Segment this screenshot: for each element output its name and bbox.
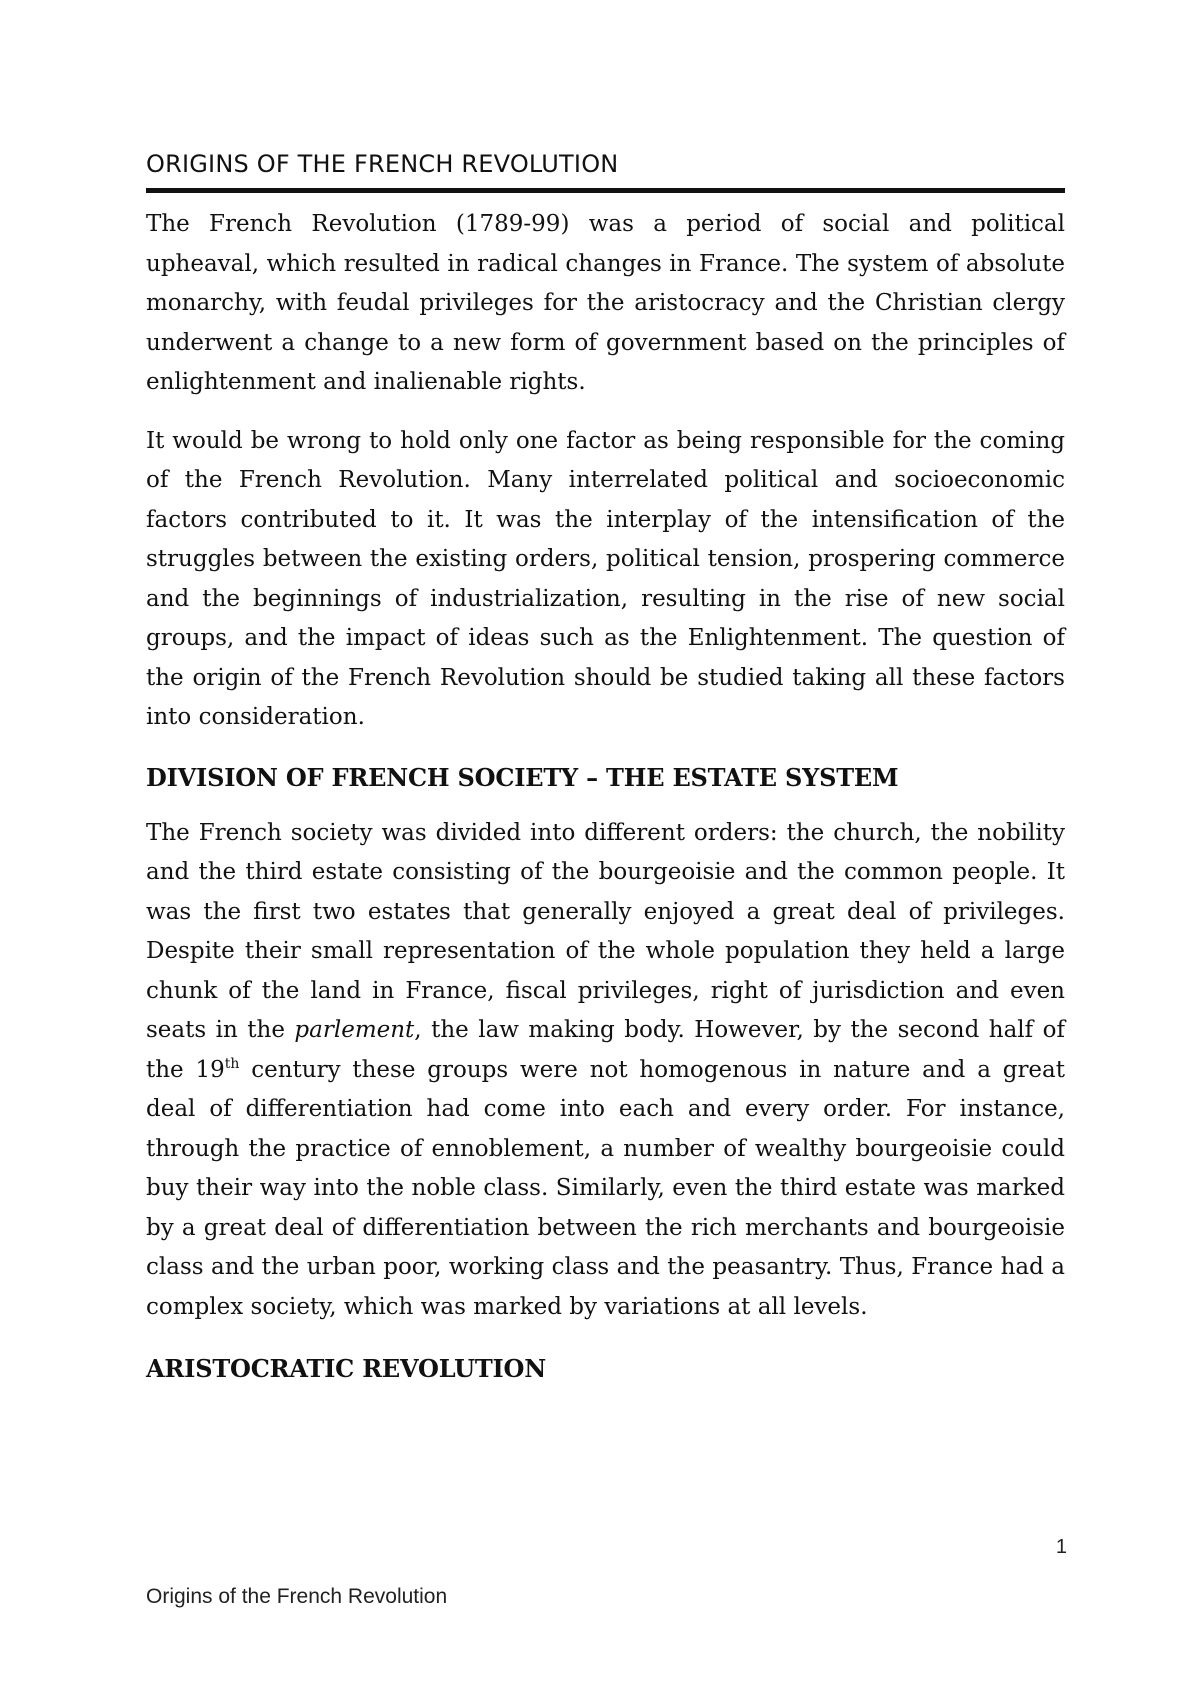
section-heading-aristocratic-revolution: ARISTOCRATIC REVOLUTION (146, 1354, 546, 1383)
estate-system-paragraph (146, 814, 1065, 1328)
page-title: ORIGINS OF THE FRENCH REVOLUTION (146, 146, 1065, 193)
intro-paragraph: The French Revolution (1789-99) was a period of social and political upheaval, which resulted in radical changes in France. The system of absolute monarchy, with feudal privileges for the aristocracy and the Christian clergy underwent a change to a new form of government based on the principles of enlightenment and inalienable rights. (146, 211, 1065, 395)
footer-running-title: Origins of the French Revolution (146, 1585, 448, 1608)
estate-text-part-3: century these groups were not homogenous in nature and a great deal of differentiation had come into each and every order. For instance, through the practice of ennoblement, a number of wealthy bourgeoisie could buy their way into the noble class. Similarly, even the third estate was marked by a great deal of differentiation between the rich merchants and bourgeoisie class and the urban poor, working class and the peasantry. Thus, France had a complex society, which was marked by variations at all levels. (146, 1056, 1065, 1320)
factors-paragraph: It would be wrong to hold only one factor as being responsible for the coming of the French Revolution. Many interrelated political and socioeconomic factors contributed to it. It was the interplay of the intensification of the struggles between the existing orders, political tension, prospering commerce and the beginnings of industrialization, resulting in the rise of new social groups, and the impact of ideas such as the Enlightenment. The question of the origin of the French Revolution should be studied taking all these factors into consideration. (146, 427, 1065, 730)
page-content (146, 146, 1065, 1389)
section-heading-estate-system: DIVISION OF FRENCH SOCIETY – THE ESTATE SYSTEM (146, 762, 899, 792)
estate-text-part-1: The French society was divided into different orders: the church, the nobility and the third estate consisting of the bourgeoisie and the common people. It was the first two estates that generally enjoyed a great deal of privileges. Despite their small representation of the whole population they held a large chunk of the land in France, fiscal privileges, right of jurisdiction and even seats in the (146, 819, 1065, 1043)
ordinal-superscript: th (224, 1055, 240, 1072)
estate-text-part-2: , the law making body. However, by the second half of the 19 (146, 1017, 1065, 1083)
italic-term-parlement: parlement (294, 1017, 415, 1043)
page-number: 1 (1055, 1536, 1067, 1558)
